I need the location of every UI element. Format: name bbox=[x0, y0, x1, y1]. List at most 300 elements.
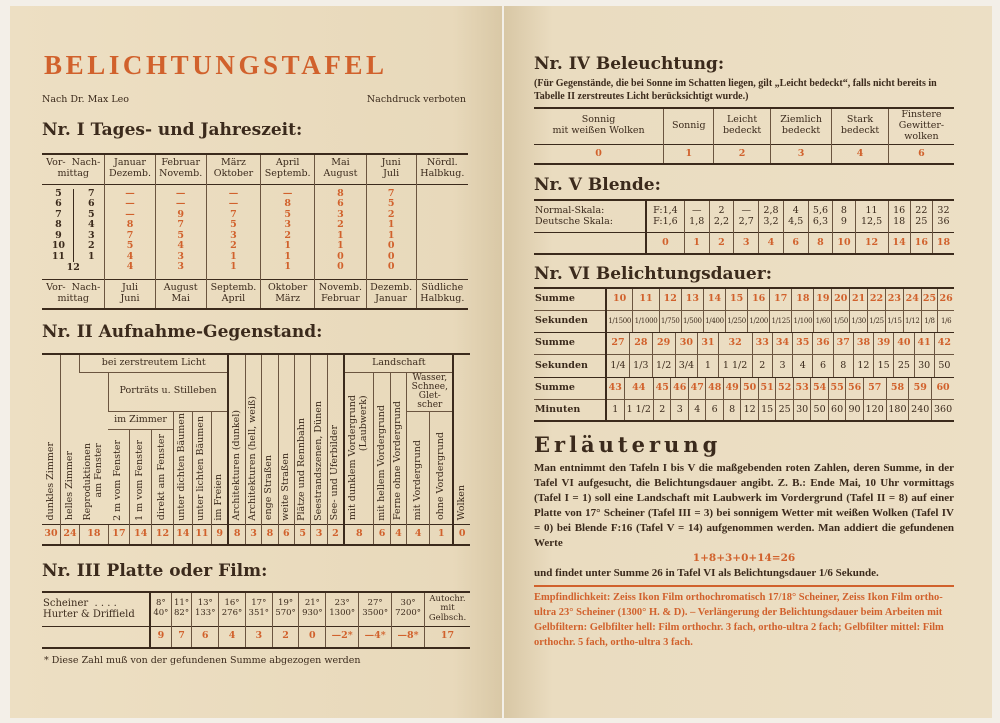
column-label: im Freien bbox=[213, 473, 225, 521]
sum-value: 44 bbox=[624, 377, 653, 399]
left-page bbox=[10, 6, 502, 718]
time-value: 60 bbox=[828, 399, 845, 421]
time-value: 15 bbox=[874, 355, 894, 377]
exposure-block bbox=[534, 377, 954, 423]
sum-label: Summe bbox=[534, 333, 606, 355]
column-label: mit hellem Vordergrund bbox=[375, 404, 387, 521]
sum-value: 18 bbox=[792, 288, 814, 310]
lighting-label: Finstere Gewitter- wolken bbox=[888, 108, 954, 144]
time-value: 8 bbox=[833, 355, 853, 377]
table-2-heading: Nr. II Aufnahme-Gegenstand: bbox=[42, 322, 323, 342]
value: 0 bbox=[387, 250, 395, 262]
column-header: April Septemb. bbox=[261, 154, 315, 184]
time-value: 1/60 bbox=[814, 310, 832, 332]
aperture-stop: — 2,7 bbox=[734, 200, 759, 232]
hour: 7 bbox=[55, 208, 62, 220]
sum-value: 40 bbox=[894, 333, 914, 355]
time-value: 1/100 bbox=[792, 310, 814, 332]
column-label: direkt am Fenster bbox=[155, 434, 167, 521]
sum-value: 31 bbox=[698, 333, 718, 355]
value: — bbox=[228, 198, 239, 209]
time-value: 8 bbox=[723, 399, 740, 421]
value: 1 bbox=[337, 240, 344, 251]
sum-value: 54 bbox=[811, 377, 828, 399]
time-value: 1/12 bbox=[903, 310, 921, 332]
sum-value: 36 bbox=[813, 333, 833, 355]
lighting-header bbox=[534, 108, 954, 144]
table-aperture bbox=[534, 199, 954, 255]
column-label: See- und Uferbilder bbox=[328, 424, 340, 521]
lighting-label: Stark bedeckt bbox=[832, 108, 889, 144]
column-label: helles Zimmer bbox=[63, 451, 75, 521]
table-6-heading: Nr. VI Belichtungsdauer: bbox=[534, 264, 772, 285]
lighting-label: Ziemlich bedeckt bbox=[770, 108, 831, 144]
time-value: 3 bbox=[772, 355, 792, 377]
sum-value: 53 bbox=[793, 377, 810, 399]
value: 7 bbox=[177, 219, 184, 230]
aperture-stop: 2 2,2 bbox=[709, 200, 734, 232]
subject-value: 0 bbox=[453, 525, 470, 545]
scale-label: Normal-Skala: Deutsche Skala: bbox=[534, 200, 646, 232]
film-value: 9 bbox=[150, 626, 171, 648]
column-label: unter dichten Bäumen bbox=[176, 412, 188, 521]
aperture-value: 2 bbox=[709, 232, 734, 254]
film-speed: 23° 1300° bbox=[326, 592, 359, 626]
value: 2 bbox=[230, 240, 237, 251]
hour: 5 bbox=[88, 208, 95, 220]
time-value: 360 bbox=[932, 399, 954, 421]
aperture-stop: — 1,8 bbox=[684, 200, 709, 232]
sum-value: 27 bbox=[606, 333, 629, 355]
value: 0 bbox=[337, 250, 344, 262]
table-5-heading: Nr. V Blende: bbox=[534, 175, 661, 196]
sum-value: 14 bbox=[703, 288, 725, 310]
aperture-value: 14 bbox=[888, 232, 910, 254]
time-value: 1/500 bbox=[681, 310, 703, 332]
sum-value: 60 bbox=[932, 377, 954, 399]
hour: 11 bbox=[51, 250, 66, 262]
hour: 6 bbox=[88, 198, 95, 209]
sum-value: 37 bbox=[833, 333, 853, 355]
hemisphere-cell bbox=[416, 184, 468, 279]
film-value: 6 bbox=[192, 626, 219, 648]
month-values bbox=[261, 184, 315, 279]
value: 4 bbox=[126, 261, 134, 272]
column-label: dunkles Zimmer bbox=[44, 441, 56, 521]
sum-value: 57 bbox=[863, 377, 886, 399]
divider bbox=[534, 585, 954, 587]
time-label: Sekunden bbox=[534, 355, 606, 377]
column-label: Reproduktionen am Fenster bbox=[81, 442, 104, 521]
value: 5 bbox=[126, 240, 134, 251]
time-value: 25 bbox=[894, 355, 914, 377]
table-film bbox=[42, 591, 470, 649]
value: 4 bbox=[126, 250, 134, 262]
aperture-values bbox=[534, 232, 954, 254]
value: 1 bbox=[337, 229, 344, 241]
table-1-heading: Nr. I Tages- und Jahreszeit: bbox=[42, 120, 303, 140]
lighting-values bbox=[534, 144, 954, 164]
group-water-snow: Wasser, Schnee, Glet- scher bbox=[407, 372, 454, 411]
film-speed: 21° 930° bbox=[299, 592, 326, 626]
film-value: 2 bbox=[272, 626, 299, 648]
header-row bbox=[42, 279, 468, 309]
aperture-stop: 11 12,5 bbox=[855, 200, 888, 232]
hour: 5 bbox=[55, 187, 62, 199]
sum-value: 50 bbox=[741, 377, 758, 399]
value: 1 bbox=[284, 240, 291, 251]
time-value: 1 bbox=[698, 355, 718, 377]
column-label: Ferne ohne Vordergrund bbox=[392, 401, 404, 521]
right-page bbox=[504, 6, 992, 718]
value: 8 bbox=[284, 198, 291, 209]
blank bbox=[42, 626, 150, 648]
time-value: 1/125 bbox=[770, 310, 792, 332]
author: Nach Dr. Max Leo bbox=[42, 94, 130, 105]
column-label: 1 m vom Fenster bbox=[134, 439, 146, 521]
aperture-stop: 8 9 bbox=[833, 200, 855, 232]
time-label: Sekunden bbox=[534, 310, 606, 332]
value: 2 bbox=[284, 229, 291, 241]
sum-value: 38 bbox=[853, 333, 873, 355]
subject-value: 8 bbox=[344, 525, 374, 545]
value: — bbox=[175, 198, 186, 209]
explanation-text: Man entnimmt den Tafeln I bis V die maßgebenden roten Zahlen, deren Summe, in der Tafel VI aufgesucht, die Belichtungsdauer angibt. Z. B.: Ende Mai, 10 Uhr vormittags (Tafel I = 1) soll eine Landschaft mit Laubwerk im Vordergrund (Tafel II = 8) auf einer Platte von 17° Scheiner (Tafel III = 3) bei sonnigem Wetter mit weißen Wolken (Tafel IV = 0) bei Blende F:16 (Tafel V = 14) aufgenommen werden. Man addiert die gefundenen Werte bbox=[534, 462, 954, 550]
table-subject bbox=[42, 353, 470, 546]
sum-value: 28 bbox=[629, 333, 652, 355]
column-header: Südliche Halbkug. bbox=[416, 279, 468, 309]
sum-value: 12 bbox=[659, 288, 681, 310]
lighting-value: 4 bbox=[832, 144, 889, 164]
time-value: 50 bbox=[934, 355, 954, 377]
time-value: 1 bbox=[606, 399, 624, 421]
value: — bbox=[125, 187, 135, 199]
film-speed: 27° 3500° bbox=[359, 592, 392, 626]
column-label: Architekturen (hell, weiß) bbox=[247, 395, 259, 521]
lighting-value: 1 bbox=[664, 144, 714, 164]
aperture-header bbox=[534, 200, 954, 232]
sum-value: 33 bbox=[752, 333, 772, 355]
film-value: 7 bbox=[171, 626, 192, 648]
subject-value: 30 bbox=[42, 525, 61, 545]
aperture-value: 10 bbox=[833, 232, 855, 254]
sum-row bbox=[534, 333, 954, 355]
table-time-of-day bbox=[42, 153, 468, 310]
sum-value: 21 bbox=[850, 288, 868, 310]
sum-value: 45 bbox=[654, 377, 671, 399]
time-value: 3/4 bbox=[675, 355, 698, 377]
film-speed: Autochr. mit Gelbsch. bbox=[425, 592, 470, 626]
values-row bbox=[42, 184, 468, 279]
subject-value: 8 bbox=[262, 525, 278, 545]
time-row bbox=[534, 399, 954, 421]
aperture-value: 12 bbox=[855, 232, 888, 254]
film-value: —8* bbox=[392, 626, 425, 648]
subject-value: 24 bbox=[61, 525, 80, 545]
month-values bbox=[155, 184, 206, 279]
sum-value: 41 bbox=[914, 333, 934, 355]
sum-label: Summe bbox=[534, 288, 606, 310]
column-header: Dezemb. Januar bbox=[366, 279, 416, 309]
sum-value: 15 bbox=[726, 288, 748, 310]
time-value: 1/1000 bbox=[633, 310, 659, 332]
subject-value: 17 bbox=[108, 525, 130, 545]
sum-value: 59 bbox=[909, 377, 932, 399]
time-value: 1 1/2 bbox=[624, 399, 653, 421]
sum-value: 32 bbox=[718, 333, 752, 355]
value: 1 bbox=[230, 250, 237, 262]
sum-value: 34 bbox=[772, 333, 792, 355]
noon: 12 bbox=[66, 262, 80, 273]
sum-value: 43 bbox=[606, 377, 624, 399]
sum-value: 24 bbox=[903, 288, 921, 310]
film-speed: 13° 133° bbox=[192, 592, 219, 626]
aperture-stop: F:1,4 F:1,6 bbox=[646, 200, 684, 232]
film-values-row bbox=[42, 626, 470, 648]
aperture-value: 16 bbox=[910, 232, 932, 254]
group-indoor: im Zimmer bbox=[108, 411, 173, 429]
aperture-stop: 2,8 3,2 bbox=[759, 200, 784, 232]
hours bbox=[43, 189, 103, 263]
sum-value: 51 bbox=[758, 377, 775, 399]
film-speed: 30° 7200° bbox=[392, 592, 425, 626]
column-header: Mai August bbox=[315, 154, 366, 184]
sum-value: 29 bbox=[652, 333, 675, 355]
column-header: Oktober März bbox=[261, 279, 315, 309]
time-value: 6 bbox=[813, 355, 833, 377]
value: 2 bbox=[337, 219, 344, 230]
exposure-block bbox=[534, 287, 954, 332]
value: 1 bbox=[230, 261, 237, 272]
group-portraits: Porträts u. Stilleben bbox=[108, 372, 228, 411]
subject-value: 18 bbox=[80, 525, 109, 545]
value: 3 bbox=[284, 219, 291, 230]
film-speed: 11° 82° bbox=[171, 592, 192, 626]
film-row bbox=[42, 592, 470, 626]
column-header: Nördl. Halbkug. bbox=[416, 154, 468, 184]
exposure-block bbox=[534, 332, 954, 377]
time-value: 1/8 bbox=[921, 310, 938, 332]
document-title: BELICHTUNGSTAFEL bbox=[44, 50, 388, 80]
column-header: Novemb. Februar bbox=[315, 279, 366, 309]
sensitivity-note: Empfindlichkeit: Zeiss Ikon Film orthochromatisch 17/18° Scheiner, Zeiss Ikon Film ortho-ultra 23° Scheiner (1300° H. & D). – Verlängerung der Belichtungsdauer beim Arbeiten mit Gelbfiltern: Gelbfilter hell: Film orthochr. 3 fach, ortho-ultra 2 fach; Gelbfilter mittel: Film orthochr. 5 fach, ortho-ultra 3 fach. bbox=[534, 592, 944, 649]
value: 5 bbox=[387, 198, 395, 209]
time-value: 120 bbox=[863, 399, 886, 421]
time-value: 2 bbox=[752, 355, 772, 377]
sum-row bbox=[534, 288, 954, 310]
film-value: 0 bbox=[299, 626, 326, 648]
blank bbox=[534, 232, 646, 254]
value: 1 bbox=[387, 229, 395, 241]
lighting-value: 6 bbox=[888, 144, 954, 164]
time-value: 180 bbox=[886, 399, 909, 421]
value: 5 bbox=[177, 229, 184, 241]
time-value: 4 bbox=[688, 399, 705, 421]
time-value: 1/2 bbox=[652, 355, 675, 377]
film-value: 17 bbox=[425, 626, 470, 648]
explanation-heading: Erläuterung bbox=[534, 432, 722, 458]
right-column bbox=[534, 54, 954, 650]
subject-value: 4 bbox=[390, 525, 406, 545]
value: 5 bbox=[284, 208, 291, 220]
value: 0 bbox=[387, 240, 395, 251]
subject-value: 6 bbox=[278, 525, 294, 545]
group-landscape: Landschaft bbox=[344, 354, 453, 372]
column-header: Februar Novemb. bbox=[155, 154, 206, 184]
aperture-stop: 22 25 bbox=[910, 200, 932, 232]
film-speed: 17° 351° bbox=[245, 592, 272, 626]
example-formula: 1+8+3+0+14=26 bbox=[692, 552, 796, 565]
time-value: 1/25 bbox=[868, 310, 886, 332]
value: 9 bbox=[177, 208, 184, 220]
value: 3 bbox=[230, 229, 237, 241]
column-label: mit dunklem Vordergrund (Laubwerk) bbox=[347, 395, 370, 521]
sum-value: 58 bbox=[886, 377, 909, 399]
time-label: Minuten bbox=[534, 399, 606, 421]
time-value: 15 bbox=[758, 399, 775, 421]
sum-value: 13 bbox=[681, 288, 703, 310]
time-value: 12 bbox=[741, 399, 758, 421]
sum-value: 11 bbox=[633, 288, 659, 310]
aperture-stop: 16 18 bbox=[888, 200, 910, 232]
column-label: Architekturen (dunkel) bbox=[230, 409, 242, 521]
time-value: 2 bbox=[654, 399, 671, 421]
sum-value: 19 bbox=[814, 288, 832, 310]
sum-value: 46 bbox=[671, 377, 688, 399]
aperture-value: 6 bbox=[783, 232, 808, 254]
sum-value: 26 bbox=[938, 288, 954, 310]
column-label: enge Straßen bbox=[263, 455, 275, 521]
lighting-label: Sonnig mit weißen Wolken bbox=[534, 108, 664, 144]
subject-value: 9 bbox=[211, 525, 228, 545]
lighting-label: Sonnig bbox=[664, 108, 714, 144]
sum-value: 55 bbox=[828, 377, 845, 399]
example-result: und findet unter Summe 26 in Tafel VI als Belichtungsdauer 1/6 Sekunde. bbox=[534, 567, 879, 580]
column-label: mit Vordergrund bbox=[411, 440, 423, 521]
time-value: 3 bbox=[671, 399, 688, 421]
value: — bbox=[125, 198, 135, 209]
time-value: 1/250 bbox=[726, 310, 748, 332]
film-speed: 16° 276° bbox=[219, 592, 246, 626]
month-values bbox=[206, 184, 260, 279]
sum-value: 23 bbox=[885, 288, 903, 310]
column-header: Juni Juli bbox=[366, 154, 416, 184]
lighting-value: 2 bbox=[714, 144, 771, 164]
time-value: 1/1500 bbox=[606, 310, 633, 332]
time-value: 50 bbox=[811, 399, 828, 421]
subject-value: 1 bbox=[430, 525, 454, 545]
value: 6 bbox=[337, 198, 344, 209]
column-header: Juli Juni bbox=[105, 279, 155, 309]
lighting-value: 3 bbox=[770, 144, 831, 164]
sum-value: 25 bbox=[921, 288, 938, 310]
film-value: 4 bbox=[219, 626, 246, 648]
sum-value: 49 bbox=[723, 377, 740, 399]
column-label: Seestrandszenen, Dünen bbox=[312, 400, 324, 521]
copyright-note: Nachdruck verboten bbox=[366, 94, 466, 105]
afternoon-hours bbox=[88, 189, 95, 263]
value: 1 bbox=[387, 219, 395, 230]
header-row bbox=[42, 154, 468, 184]
sum-value: 48 bbox=[706, 377, 723, 399]
time-value: 6 bbox=[706, 399, 723, 421]
column-label: ohne Vordergrund bbox=[434, 432, 446, 521]
lighting-value: 0 bbox=[534, 144, 664, 164]
subject-value: 3 bbox=[311, 525, 327, 545]
subject-value: 11 bbox=[192, 525, 211, 545]
hour: 1 bbox=[88, 250, 95, 262]
aperture-value: 18 bbox=[932, 232, 954, 254]
value: 0 bbox=[387, 261, 395, 272]
value: 3 bbox=[337, 208, 344, 220]
column-header: Septemb. April bbox=[206, 279, 260, 309]
value: — bbox=[228, 187, 239, 199]
aperture-value: 3 bbox=[734, 232, 759, 254]
sum-label: Summe bbox=[534, 377, 606, 399]
month-values bbox=[315, 184, 366, 279]
film-label: Scheiner . . . . Hurter & Driffield bbox=[42, 592, 150, 626]
value: — bbox=[175, 187, 186, 199]
sum-row bbox=[534, 377, 954, 399]
subject-value: 14 bbox=[173, 525, 192, 545]
sum-value: 47 bbox=[688, 377, 705, 399]
table-3-heading: Nr. III Platte oder Film: bbox=[42, 561, 268, 581]
table-4-heading: Nr. IV Beleuchtung: bbox=[534, 54, 725, 74]
aperture-value: 8 bbox=[808, 232, 833, 254]
column-label: weite Straßen bbox=[279, 452, 291, 521]
time-value: 1/4 bbox=[606, 355, 629, 377]
aperture-value: 0 bbox=[646, 232, 684, 254]
film-value: —4* bbox=[359, 626, 392, 648]
month-values bbox=[366, 184, 416, 279]
subject-value: 6 bbox=[374, 525, 390, 545]
aperture-stop: 32 36 bbox=[932, 200, 954, 232]
morning-hours bbox=[52, 189, 74, 263]
time-value: 1 1/2 bbox=[718, 355, 752, 377]
time-value: 1/30 bbox=[850, 310, 868, 332]
hour: 10 bbox=[51, 240, 66, 251]
sum-value: 35 bbox=[793, 333, 813, 355]
hour: 2 bbox=[88, 240, 95, 251]
value: 2 bbox=[387, 208, 395, 220]
hour: 8 bbox=[55, 219, 62, 230]
sum-value: 20 bbox=[832, 288, 850, 310]
table-exposure-time bbox=[534, 287, 954, 422]
table-4-note: (Für Gegenstände, die bei Sonne im Schatten liegen, gilt „Leicht bedeckt“, falls nicht bereits in Tabelle II zerstreutes Licht berücksichtigt wurde.) bbox=[534, 78, 937, 102]
film-value: 3 bbox=[245, 626, 272, 648]
column-label: 2 m vom Fenster bbox=[112, 439, 124, 521]
time-value: 1/200 bbox=[748, 310, 770, 332]
time-value: 90 bbox=[846, 399, 863, 421]
value: 8 bbox=[337, 187, 344, 199]
value: 8 bbox=[126, 219, 134, 230]
time-value: 30 bbox=[914, 355, 934, 377]
hour: 6 bbox=[55, 198, 62, 209]
hour: 3 bbox=[88, 229, 95, 241]
film-value: —2* bbox=[326, 626, 359, 648]
column-header: August Mai bbox=[155, 279, 206, 309]
time-row bbox=[534, 355, 954, 377]
time-value: 25 bbox=[776, 399, 793, 421]
film-speed: 19° 570° bbox=[272, 592, 299, 626]
column-header: Januar Dezemb. bbox=[105, 154, 155, 184]
value: 0 bbox=[337, 261, 344, 272]
time-row bbox=[534, 310, 954, 332]
value: 1 bbox=[284, 250, 291, 262]
sum-value: 16 bbox=[748, 288, 770, 310]
sum-value: 39 bbox=[874, 333, 894, 355]
column-header: Vor- Nach- mittag bbox=[42, 154, 105, 184]
